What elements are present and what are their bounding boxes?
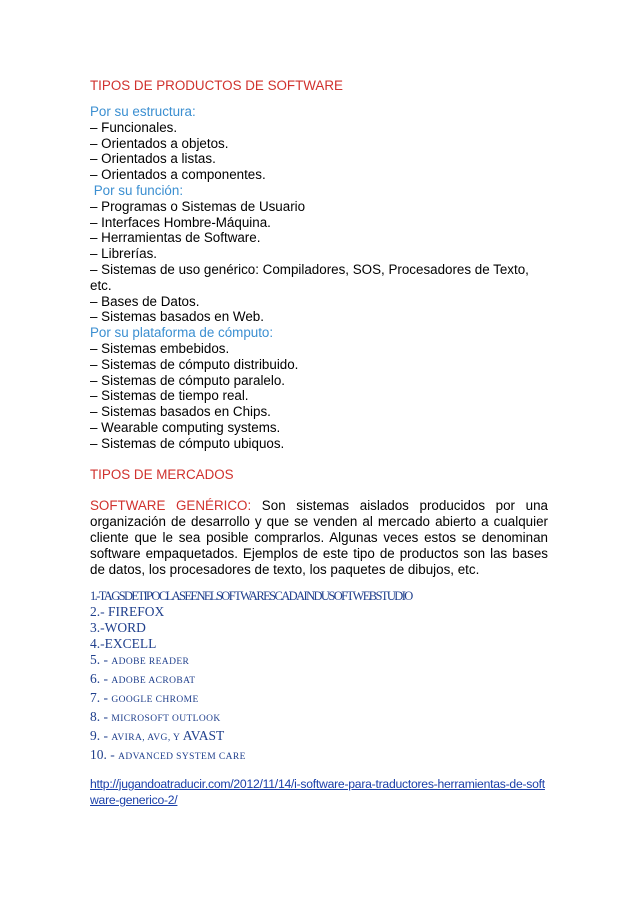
list-item: – Wearable computing systems. [90, 419, 281, 435]
section-title-mercados: TIPOS DE MERCADOS [90, 466, 234, 482]
list-item-4: 4.-EXCELL [90, 636, 157, 652]
document-body [90, 78, 548, 808]
list-item: – Sistemas de cómputo ubiquos. [90, 435, 285, 451]
list-item: – Sistemas de cómputo distribuido. [90, 356, 299, 372]
list-item-6: 6. - ADOBE ACROBAT [90, 671, 196, 687]
list-item-8: 8. - MICROSOFT OUTLOOK [90, 708, 221, 724]
list-item-9: 9. - AVIRA, AVG, Y AVAST [90, 727, 225, 743]
label-software-generico: SOFTWARE GENÉRICO: [90, 497, 252, 513]
list-item: – Herramientas de Software. [90, 230, 261, 246]
list-item: – Sistemas embebidos. [90, 340, 230, 356]
list-item: – Interfaces Hombre-Máquina. [90, 214, 271, 230]
list-item-2: 2.- FIREFOX [90, 604, 165, 620]
section-title-productos: TIPOS DE PRODUCTOS DE SOFTWARE [90, 78, 343, 93]
paragraph-software-generico [90, 498, 548, 579]
heading-plataforma: Por su plataforma de cómputo: [90, 325, 274, 341]
list-item: – Sistemas basados en Web. [90, 309, 264, 325]
list-item: – Sistemas de tiempo real. [90, 388, 249, 404]
list-item: – Sistemas de cómputo paralelo. [90, 372, 286, 388]
list-item: – Librerías. [90, 246, 157, 262]
list-item: etc. [90, 277, 112, 293]
paragraph-text: Son sistemas aislados producidos por una organización de desarrollo y que se venden al mercado abierto a cualquier cliente que le sea posible comprarlos. Algunas veces estos se denominan software empaquetados. Ejemplos de este tipo de productos son las bases de datos, los procesadores de texto, los paquetes de dibujos, etc. [90, 497, 549, 578]
list-item-5: 5. - ADOBE READER [90, 652, 190, 668]
list-item: – Programas o Sistemas de Usuario [90, 198, 306, 214]
source-link[interactable]: http://jugandoatraducir.com/2012/11/14/i-software-para-traductores-herramientas-de-software-generico-2/ [90, 776, 545, 807]
list-item-10: 10. - ADVANCED SYSTEM CARE [90, 746, 246, 762]
heading-funcion: Por su función: [90, 182, 184, 198]
list-item-3: 3.-WORD [90, 620, 146, 636]
heading-estructura: Por su estructura: [90, 104, 196, 119]
list-item-7: 7. - GOOGLE CHROME [90, 689, 199, 705]
list-item: – Sistemas basados en Chips. [90, 404, 271, 420]
list-item-1: 1.-TAGSDETIPOCLASEENELSOFTWARESCADAINDUSOFTWEBSTUDIO [90, 588, 412, 603]
list-item: – Sistemas de uso genérico: Compiladores, SOS, Procesadores de Texto, [90, 261, 529, 277]
list-item: – Orientados a listas. [90, 151, 216, 167]
list-item: – Orientados a objetos. [90, 135, 229, 151]
list-item: – Orientados a componentes. [90, 167, 266, 183]
list-item: – Funcionales. [90, 119, 178, 135]
list-item: – Bases de Datos. [90, 293, 200, 309]
